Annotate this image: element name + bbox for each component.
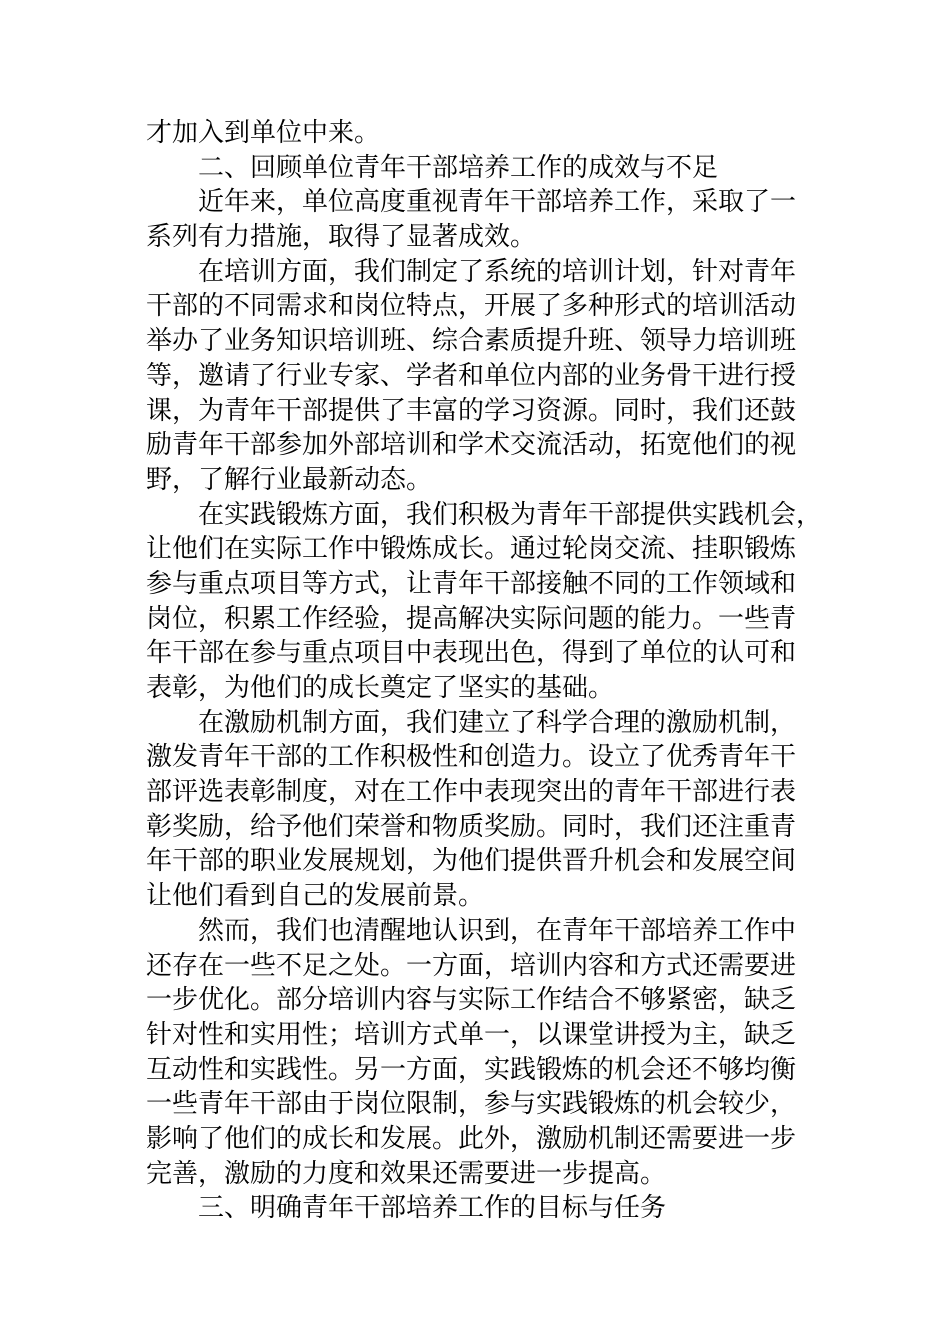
document-body: [146, 116, 826, 1226]
text-line: 针对性和实用性；培训方式单一，以课堂讲授为主，缺乏: [146, 1019, 797, 1050]
text-line: 表彰，为他们的成长奠定了坚实的基础。: [146, 673, 615, 703]
paragraph-first-line: 在实践锻炼方面，我们积极为青年干部提供实践机会，: [198, 499, 823, 530]
text-line: 才加入到单位中来。: [146, 118, 381, 148]
text-line: 互动性和实践性。另一方面，实践锻炼的机会还不够均衡: [146, 1054, 797, 1085]
text-line: 让他们看到自己的发展前景。: [146, 881, 485, 912]
text-line: 完善，激励的力度和效果还需要进一步提高。: [146, 1158, 667, 1189]
text-line: 参与重点项目等方式，让青年干部接触不同的工作领域和: [146, 568, 797, 599]
text-line: 年干部在参与重点项目中表现出色，得到了单位的认可和: [146, 638, 797, 669]
text-line: 举办了业务知识培训班、综合素质提升班、领导力培训班: [146, 326, 797, 357]
paragraph-first-line: 在培训方面，我们制定了系统的培训计划，针对青年: [198, 256, 797, 287]
text-line: 干部的不同需求和岗位特点，开展了多种形式的培训活动: [146, 291, 797, 322]
text-line: 课，为青年干部提供了丰富的学习资源。同时，我们还鼓: [146, 395, 797, 426]
paragraph-first-line: 三、明确青年干部培养工作的目标与任务: [198, 1193, 667, 1224]
paragraph-first-line: 二、回顾单位青年干部培养工作的成效与不足: [198, 152, 719, 183]
text-line: 还存在一些不足之处。一方面，培训内容和方式还需要进: [146, 950, 797, 981]
text-line: 励青年干部参加外部培训和学术交流活动，拓宽他们的视: [146, 430, 797, 461]
text-line: 部评选表彰制度，对在工作中表现突出的青年干部进行表: [146, 777, 797, 808]
text-line: 让他们在实际工作中锻炼成长。通过轮岗交流、挂职锻炼: [146, 534, 797, 565]
paragraph-first-line: 在激励机制方面，我们建立了科学合理的激励机制，: [198, 707, 797, 738]
text-line: 等，邀请了行业专家、学者和单位内部的业务骨干进行授: [146, 360, 797, 391]
text-line: 一步优化。部分培训内容与实际工作结合不够紧密，缺乏: [146, 985, 797, 1016]
text-line: 影响了他们的成长和发展。此外，激励机制还需要进一步: [146, 1123, 797, 1154]
text-line: 一些青年干部由于岗位限制，参与实践锻炼的机会较少，: [146, 1089, 797, 1120]
paragraph-first-line: 然而，我们也清醒地认识到，在青年干部培养工作中: [198, 915, 797, 946]
paragraph-first-line: 近年来，单位高度重视青年干部培养工作，采取了一: [198, 187, 797, 218]
text-line: 激发青年干部的工作积极性和创造力。设立了优秀青年干: [146, 742, 797, 773]
text-line: 岗位，积累工作经验，提高解决实际问题的能力。一些青: [146, 603, 797, 634]
text-line: 系列有力措施，取得了显著成效。: [146, 222, 537, 253]
text-line: 彰奖励，给予他们荣誉和物质奖励。同时，我们还注重青: [146, 811, 797, 842]
text-line: 年干部的职业发展规划，为他们提供晋升机会和发展空间: [146, 846, 797, 877]
text-line: 野，了解行业最新动态。: [146, 464, 433, 495]
